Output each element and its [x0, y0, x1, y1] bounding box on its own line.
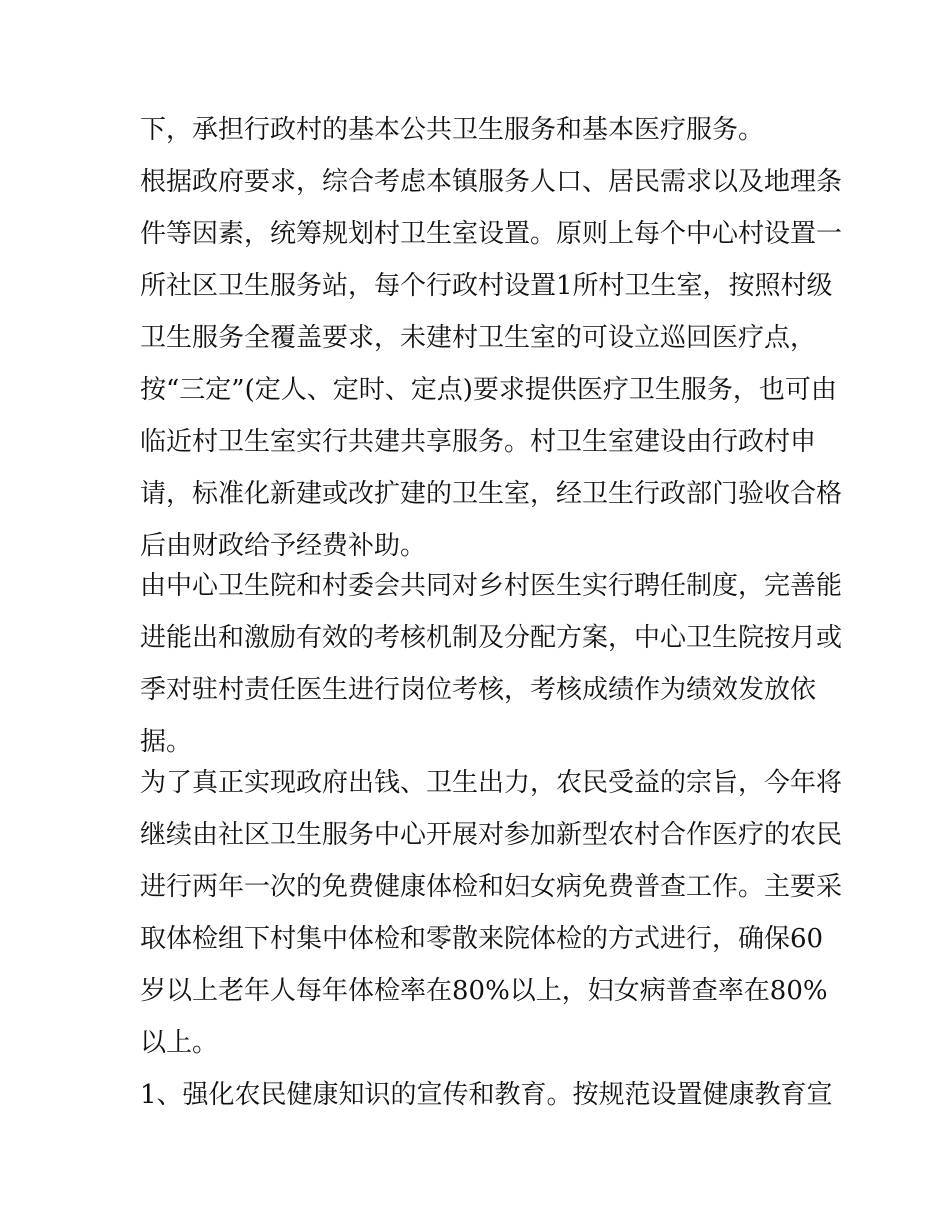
text-line: 以上。 — [140, 1028, 219, 1058]
text-line: 季对驻村责任医生进行岗位考核，考核成绩作为绩效发放依 — [140, 675, 817, 705]
text-line: 后由财政给予经费补助。 — [140, 531, 427, 561]
text-line: 进行两年一次的免费健康体检和妇女病免费普查工作。主要采 — [140, 872, 843, 902]
text-line: 临近村卫生室实行共建共享服务。村卫生室建设由行政村申 — [140, 427, 817, 457]
text-line: 件等因素，统筹规划村卫生室设置。原则上每个中心村设置一 — [140, 219, 843, 249]
text-line: 为了真正实现政府出钱、卫生出力，农民受益的宗旨，今年将 — [140, 768, 843, 798]
text-line: 由中心卫生院和村委会共同对乡村医生实行聘任制度，完善能 — [140, 571, 843, 601]
text-line: 请，标准化新建或改扩建的卫生室，经卫生行政部门验收合格 — [140, 479, 843, 509]
text-line: 岁以上老年人每年体检率在80%以上，妇女病普查率在80% — [140, 976, 828, 1006]
text-line: 按“三定”(定人、定时、定点)要求提供医疗卫生服务，也可由 — [140, 375, 837, 405]
text-line: 继续由社区卫生服务中心开展对参加新型农村合作医疗的农民 — [140, 820, 843, 850]
text-line: 1、强化农民健康知识的宣传和教育。按规范设置健康教育宣 — [140, 1080, 833, 1110]
text-line: 所社区卫生服务站，每个行政村设置1所村卫生室，按照村级 — [140, 271, 833, 301]
text-line: 据。 — [140, 727, 193, 757]
text-line: 下，承担行政村的基本公共卫生服务和基本医疗服务。 — [140, 115, 765, 145]
text-line: 卫生服务全覆盖要求，未建村卫生室的可设立巡回医疗点， — [140, 323, 817, 353]
text-line: 进能出和激励有效的考核机制及分配方案，中心卫生院按月或 — [140, 623, 843, 653]
text-line: 取体检组下村集中体检和零散来院体检的方式进行，确保60 — [140, 924, 824, 954]
text-line: 根据政府要求，综合考虑本镇服务人口、居民需求以及地理条 — [140, 167, 843, 197]
